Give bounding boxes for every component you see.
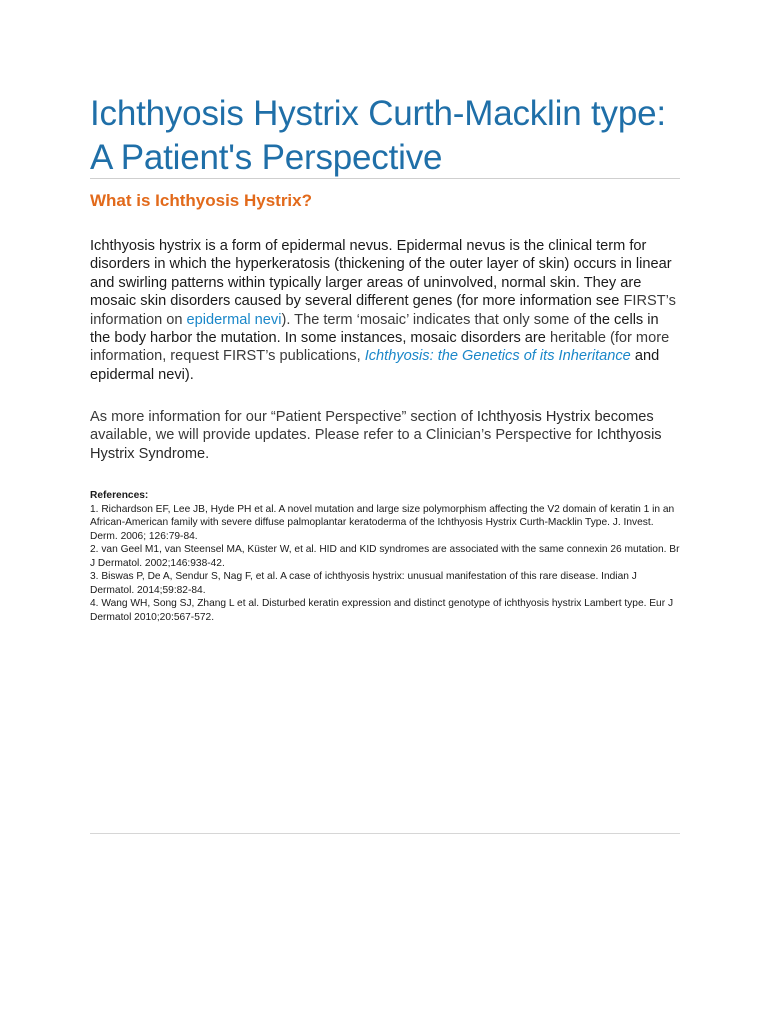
reference-item: 4. Wang WH, Song SJ, Zhang L et al. Disturbed keratin expression and distinct genotype of ichthyosis hystrix Lambert type. Eur J Dermatol 2010;20:567-572. xyxy=(90,598,674,623)
intro-text-2: FIRST’s information on xyxy=(90,293,676,328)
intro-text-6: and epidermal nevi). xyxy=(90,348,660,383)
update-text-1: As more information for our “Patient Perspective” section of xyxy=(90,409,477,425)
section-heading: What is Ichthyosis Hystrix? xyxy=(90,191,312,210)
reference-item: 2. van Geel M1, van Steensel MA, Küster W, et al. HID and KID syndromes are associated with the same connexin 26 mutation. Br J Dermatol. 2002;146:938-42. xyxy=(90,544,680,569)
references-section xyxy=(90,489,680,624)
reference-item: 1. Richardson EF, Lee JB, Hyde PH et al. A novel mutation and large size polymorphism affecting the V2 domain of keratin 1 in an African-American family with severe diffuse palmoplantar keratoderma of the Ichthyosis Hystrix Curth-Macklin Type. J. Invest. Derm. 2006; 126:79-84. xyxy=(90,503,675,542)
title-divider xyxy=(90,178,680,179)
reference-item: 3. Biswas P, De A, Sendur S, Nag F, et al. A case of ichthyosis hystrix: unusual manifestation of this rare disease. Indian J Dermatol. 2014;59:82-84. xyxy=(90,571,637,596)
footer-divider xyxy=(90,833,680,834)
epidermal-nevi-link[interactable]: epidermal nevi xyxy=(186,311,282,328)
intro-text-4: the cells in the body harbor the mutation. In some instances, mosaic disorders are xyxy=(90,311,659,347)
update-text-3: available, we will provide updates. Please refer to a Clinician’s Perspective for xyxy=(90,427,597,444)
update-text-4: Ichthyosis Hystrix Syndrome. xyxy=(90,427,662,462)
intro-text-5: heritable (for more information, request FIRST’s publications, xyxy=(90,330,670,365)
genetics-publication-link[interactable]: Ichthyosis: the Genetics of its Inheritance xyxy=(364,348,631,365)
update-paragraph xyxy=(90,408,680,463)
intro-text-1: Ichthyosis hystrix is a form of epidermal nevus. Epidermal nevus is the clinical term for disorders in which the hyperkeratosis (thickening of the outer layer of skin) occurs in linear and swirling patterns within typically larger areas of uninvolved, normal skin. They are mosaic skin disorders caused by several different genes (for more information see xyxy=(90,238,672,310)
intro-text-3: ). The term ‘mosaic’ indicates that only some of xyxy=(281,311,586,328)
page-title: Ichthyosis Hystrix Curth-Macklin type: A Patient's Perspective xyxy=(90,94,666,177)
references-heading: References: xyxy=(90,490,149,501)
update-text-2: Ichthyosis Hystrix becomes xyxy=(476,409,654,425)
intro-paragraph xyxy=(90,237,680,384)
